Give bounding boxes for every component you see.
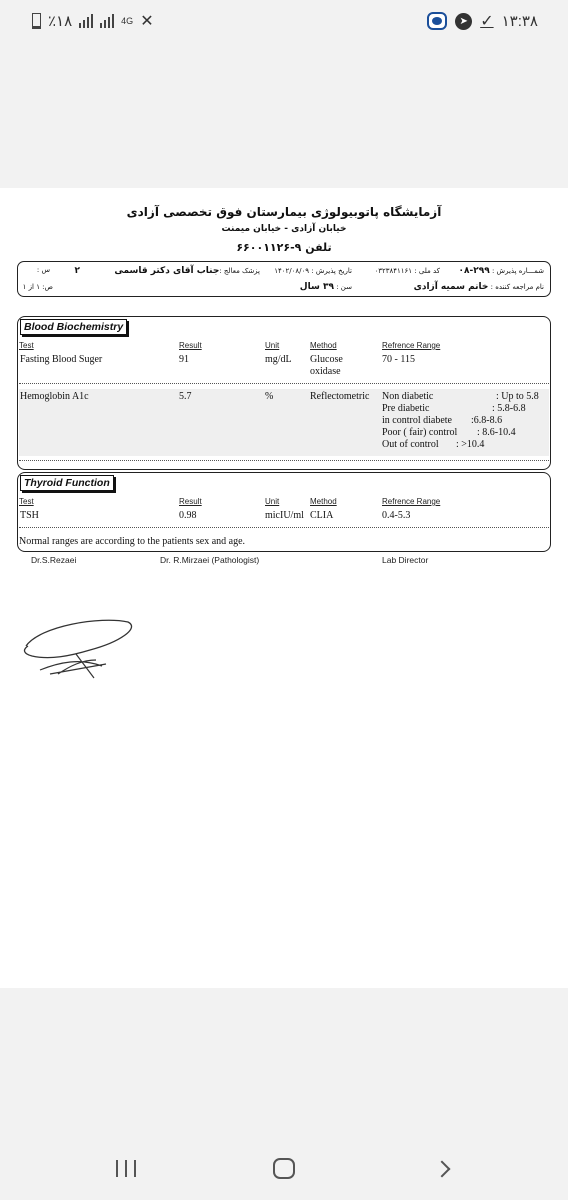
- range-value: : >10.4: [456, 439, 485, 450]
- col-range: Refrence Range: [382, 497, 441, 506]
- mute-icon: ✕: [140, 13, 154, 30]
- navigation-bar: [0, 1133, 568, 1200]
- test-unit: mg/dL: [265, 354, 292, 365]
- test-result: 5.7: [179, 391, 192, 402]
- age-field: سن : ۳۹ سال: [299, 282, 352, 292]
- test-method: CLIA: [310, 510, 334, 521]
- battery-icon: [32, 13, 41, 29]
- download-done-icon: ✓: [480, 13, 494, 30]
- col-result: Result: [179, 341, 202, 350]
- test-name: Hemoglobin A1c: [20, 391, 89, 402]
- range-value: : Up to 5.8: [496, 391, 539, 402]
- section-title: Blood Biochemistry: [20, 319, 127, 335]
- signatory-3: Lab Director: [382, 555, 429, 565]
- lab-name: آزمایشگاه پاتوبیولوژی بیمارستان فوق تخصصی آزادی: [126, 205, 442, 219]
- test-range: 70 - 115: [382, 354, 415, 365]
- test-result: 91: [179, 354, 189, 365]
- national-code-field: کد ملی : ۰۳۲۳۸۴۱۱۶۱: [374, 267, 440, 275]
- app-notification-icon: [427, 12, 447, 30]
- range-value: : 8.6-10.4: [477, 427, 516, 438]
- test-range: 0.4-5.3: [382, 510, 411, 521]
- col-test: Test: [19, 497, 34, 506]
- test-result: 0.98: [179, 510, 197, 521]
- row-divider: [19, 460, 549, 461]
- corner-value: ۲: [74, 266, 80, 276]
- col-unit: Unit: [265, 497, 280, 506]
- test-unit: %: [265, 391, 274, 402]
- test-unit: micIU/ml: [265, 510, 304, 521]
- range-label: Non diabetic: [382, 391, 434, 402]
- row-divider: [19, 527, 549, 528]
- normal-ranges-note: Normal ranges are according to the patients sex and age.: [19, 536, 246, 547]
- page-number: ص: ۱ از ۱: [22, 283, 53, 291]
- doctor-field: پزشک معالج :جناب آقای دکتر قاسمی: [114, 266, 260, 276]
- recent-apps-button[interactable]: [116, 1160, 136, 1177]
- test-method: Glucose: [310, 354, 343, 365]
- home-button[interactable]: [273, 1158, 295, 1179]
- signatory-1: Dr.S.Rezaei: [31, 555, 77, 565]
- battery-level: ٪۱۸: [48, 13, 73, 30]
- section-title: Thyroid Function: [20, 475, 114, 491]
- clock: ۱۳:۳۸: [501, 13, 538, 30]
- col-method: Method: [310, 341, 337, 350]
- col-test: Test: [19, 341, 34, 350]
- patient-info-box: [17, 261, 551, 297]
- status-right: [427, 11, 538, 31]
- lab-report-page[interactable]: [0, 188, 568, 988]
- col-method: Method: [310, 497, 337, 506]
- range-label: Pre diabetic: [382, 403, 430, 414]
- col-range: Refrence Range: [382, 341, 441, 350]
- test-method: Reflectometric: [310, 391, 370, 402]
- test-name: TSH: [20, 510, 39, 521]
- status-bar: [0, 0, 568, 44]
- back-button[interactable]: [434, 1161, 451, 1178]
- telegram-icon: ➤: [455, 13, 472, 30]
- corner-label: س :: [36, 266, 50, 274]
- patient-name-field: نام مراجعه کننده : خانم سمیه آزادی: [413, 282, 544, 292]
- range-label: Poor ( fair) control: [382, 427, 458, 438]
- lab-address: خیابان آزادی - خیابان میمنت: [221, 224, 347, 234]
- range-label: in control diabete: [382, 415, 452, 426]
- lab-phone: تلفن ۹-۶۶۰۰۱۱۲۶: [236, 241, 332, 254]
- signal-icon-2: [100, 14, 114, 28]
- handwritten-signature: [20, 608, 140, 683]
- row-divider: [19, 383, 549, 384]
- signal-icon: [79, 14, 93, 28]
- network-type: 4G: [121, 16, 134, 26]
- col-unit: Unit: [265, 341, 280, 350]
- range-value: :6.8-8.6: [471, 415, 503, 426]
- blood-biochemistry-section: [17, 316, 551, 470]
- signatory-2: Dr. R.Mirzaei (Pathologist): [160, 555, 260, 565]
- range-value: : 5.8-6.8: [492, 403, 526, 414]
- range-label: Out of control: [382, 439, 439, 450]
- col-result: Result: [179, 497, 202, 506]
- admission-field: شمـــاره پذیرش : ۲۹۹-۰۸: [458, 266, 544, 276]
- test-name: Fasting Blood Suger: [20, 354, 103, 365]
- test-method-line2: oxidase: [310, 366, 341, 377]
- status-left: [32, 11, 154, 31]
- admission-date-field: تاریخ پذیرش : ۱۴۰۲/۰۸/۰۹: [274, 267, 352, 275]
